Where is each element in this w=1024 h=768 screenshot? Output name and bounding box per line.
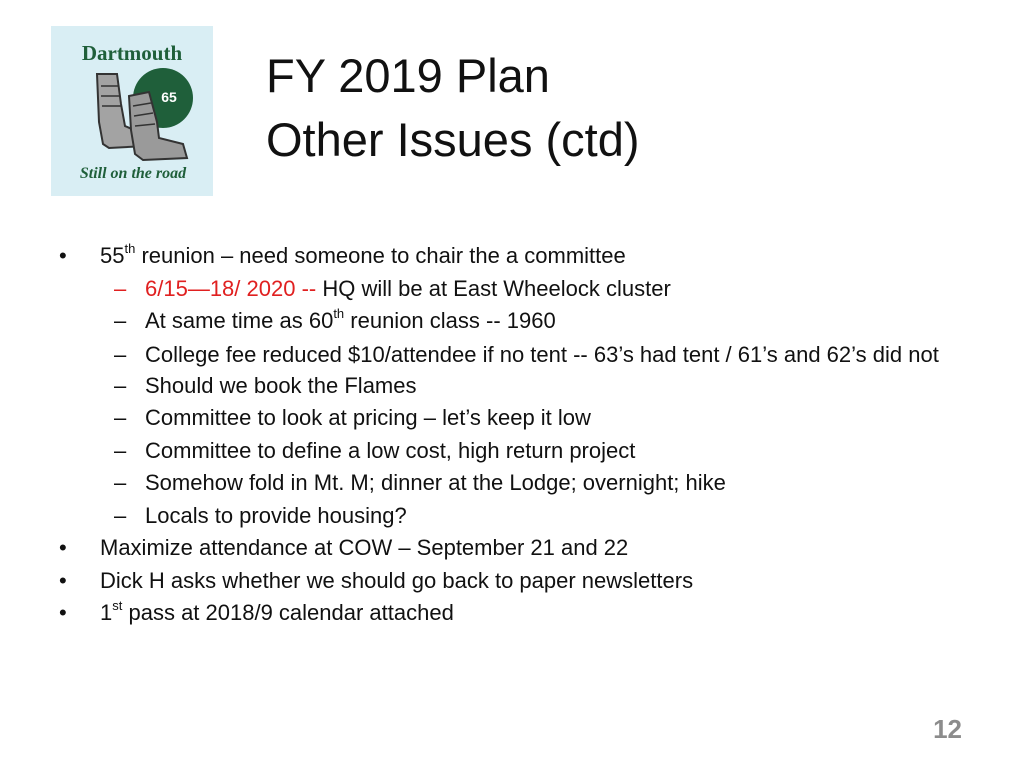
title-line-1: FY 2019 Plan	[266, 49, 550, 102]
bullet-list	[0, 240, 1000, 630]
sub-bullet-item	[0, 273, 1000, 306]
logo-bottom-text: Still on the road	[79, 165, 187, 182]
title-line-2: Other Issues (ctd)	[266, 113, 640, 166]
bullet-marker: •	[59, 600, 67, 625]
sub-bullet-item	[0, 402, 1000, 435]
superscript: st	[112, 597, 123, 613]
sub-bullet-marker: –	[114, 502, 127, 528]
sub-bullet-text: Somehow fold in Mt. M; dinner at the Lodge; overnight; hike	[145, 470, 726, 495]
bullet-item	[0, 240, 1000, 273]
sub-bullet-text: Committee to define a low cost, high return project	[145, 437, 636, 463]
sub-bullet-item	[0, 305, 1000, 338]
sub-bullet-text: reunion class -- 1960	[344, 308, 556, 333]
bullet-text: 55	[100, 243, 125, 268]
sub-bullet-text: At same time as 60	[145, 308, 334, 333]
slide-title	[266, 44, 640, 172]
bullet-marker: •	[59, 243, 67, 268]
sub-bullet-marker: –	[114, 437, 127, 463]
sub-bullet-item	[0, 338, 1000, 370]
bullet-text: Maximize attendance at COW – September 21 and 22	[100, 535, 629, 560]
sub-bullet-marker: –	[114, 372, 127, 398]
sub-bullet-text: HQ will be at East Wheelock cluster	[322, 275, 671, 301]
logo-top-text: Dartmouth	[81, 41, 183, 65]
sub-bullet-text: Should we book the Flames	[145, 372, 417, 398]
sub-bullet-item	[0, 500, 1000, 533]
date-highlight: 6/15—18/ 2020 --	[145, 275, 323, 301]
superscript: th	[333, 305, 345, 321]
sub-bullet-marker: –	[114, 405, 127, 430]
bullet-item	[0, 597, 1000, 630]
sub-bullet-marker: –	[114, 341, 127, 367]
bullet-text: reunion – need someone to chair the a committee	[135, 243, 626, 268]
sub-bullet-item	[0, 370, 1000, 403]
bullet-item	[0, 565, 1000, 598]
bullet-text: Dick H asks whether we should go back to paper newsletters	[100, 567, 694, 593]
bullet-text: pass at 2018/9 calendar attached	[122, 600, 454, 625]
bullet-text: 1	[100, 600, 113, 625]
sub-bullet-text: Committee to look at pricing – let’s keep it low	[145, 405, 591, 430]
bullet-item	[0, 532, 1000, 565]
logo-badge-text: 65	[161, 89, 177, 105]
sub-bullet-item	[0, 467, 1000, 500]
sub-bullet-text: Locals to provide housing?	[145, 502, 407, 528]
dartmouth-logo	[51, 26, 213, 196]
sub-bullet-marker: –	[114, 470, 127, 495]
sub-bullet-text: College fee reduced $10/attendee if no tent -- 63’s had tent / 61’s and 62’s did not	[145, 341, 939, 367]
sub-bullet-marker: –	[114, 275, 127, 301]
bullet-marker: •	[59, 567, 67, 593]
bullet-marker: •	[59, 535, 67, 560]
sub-bullet-item	[0, 435, 1000, 468]
sub-bullet-marker: –	[114, 308, 127, 333]
boots-emblem	[51, 26, 213, 196]
superscript: th	[124, 240, 136, 256]
page-number: 12	[933, 714, 962, 744]
